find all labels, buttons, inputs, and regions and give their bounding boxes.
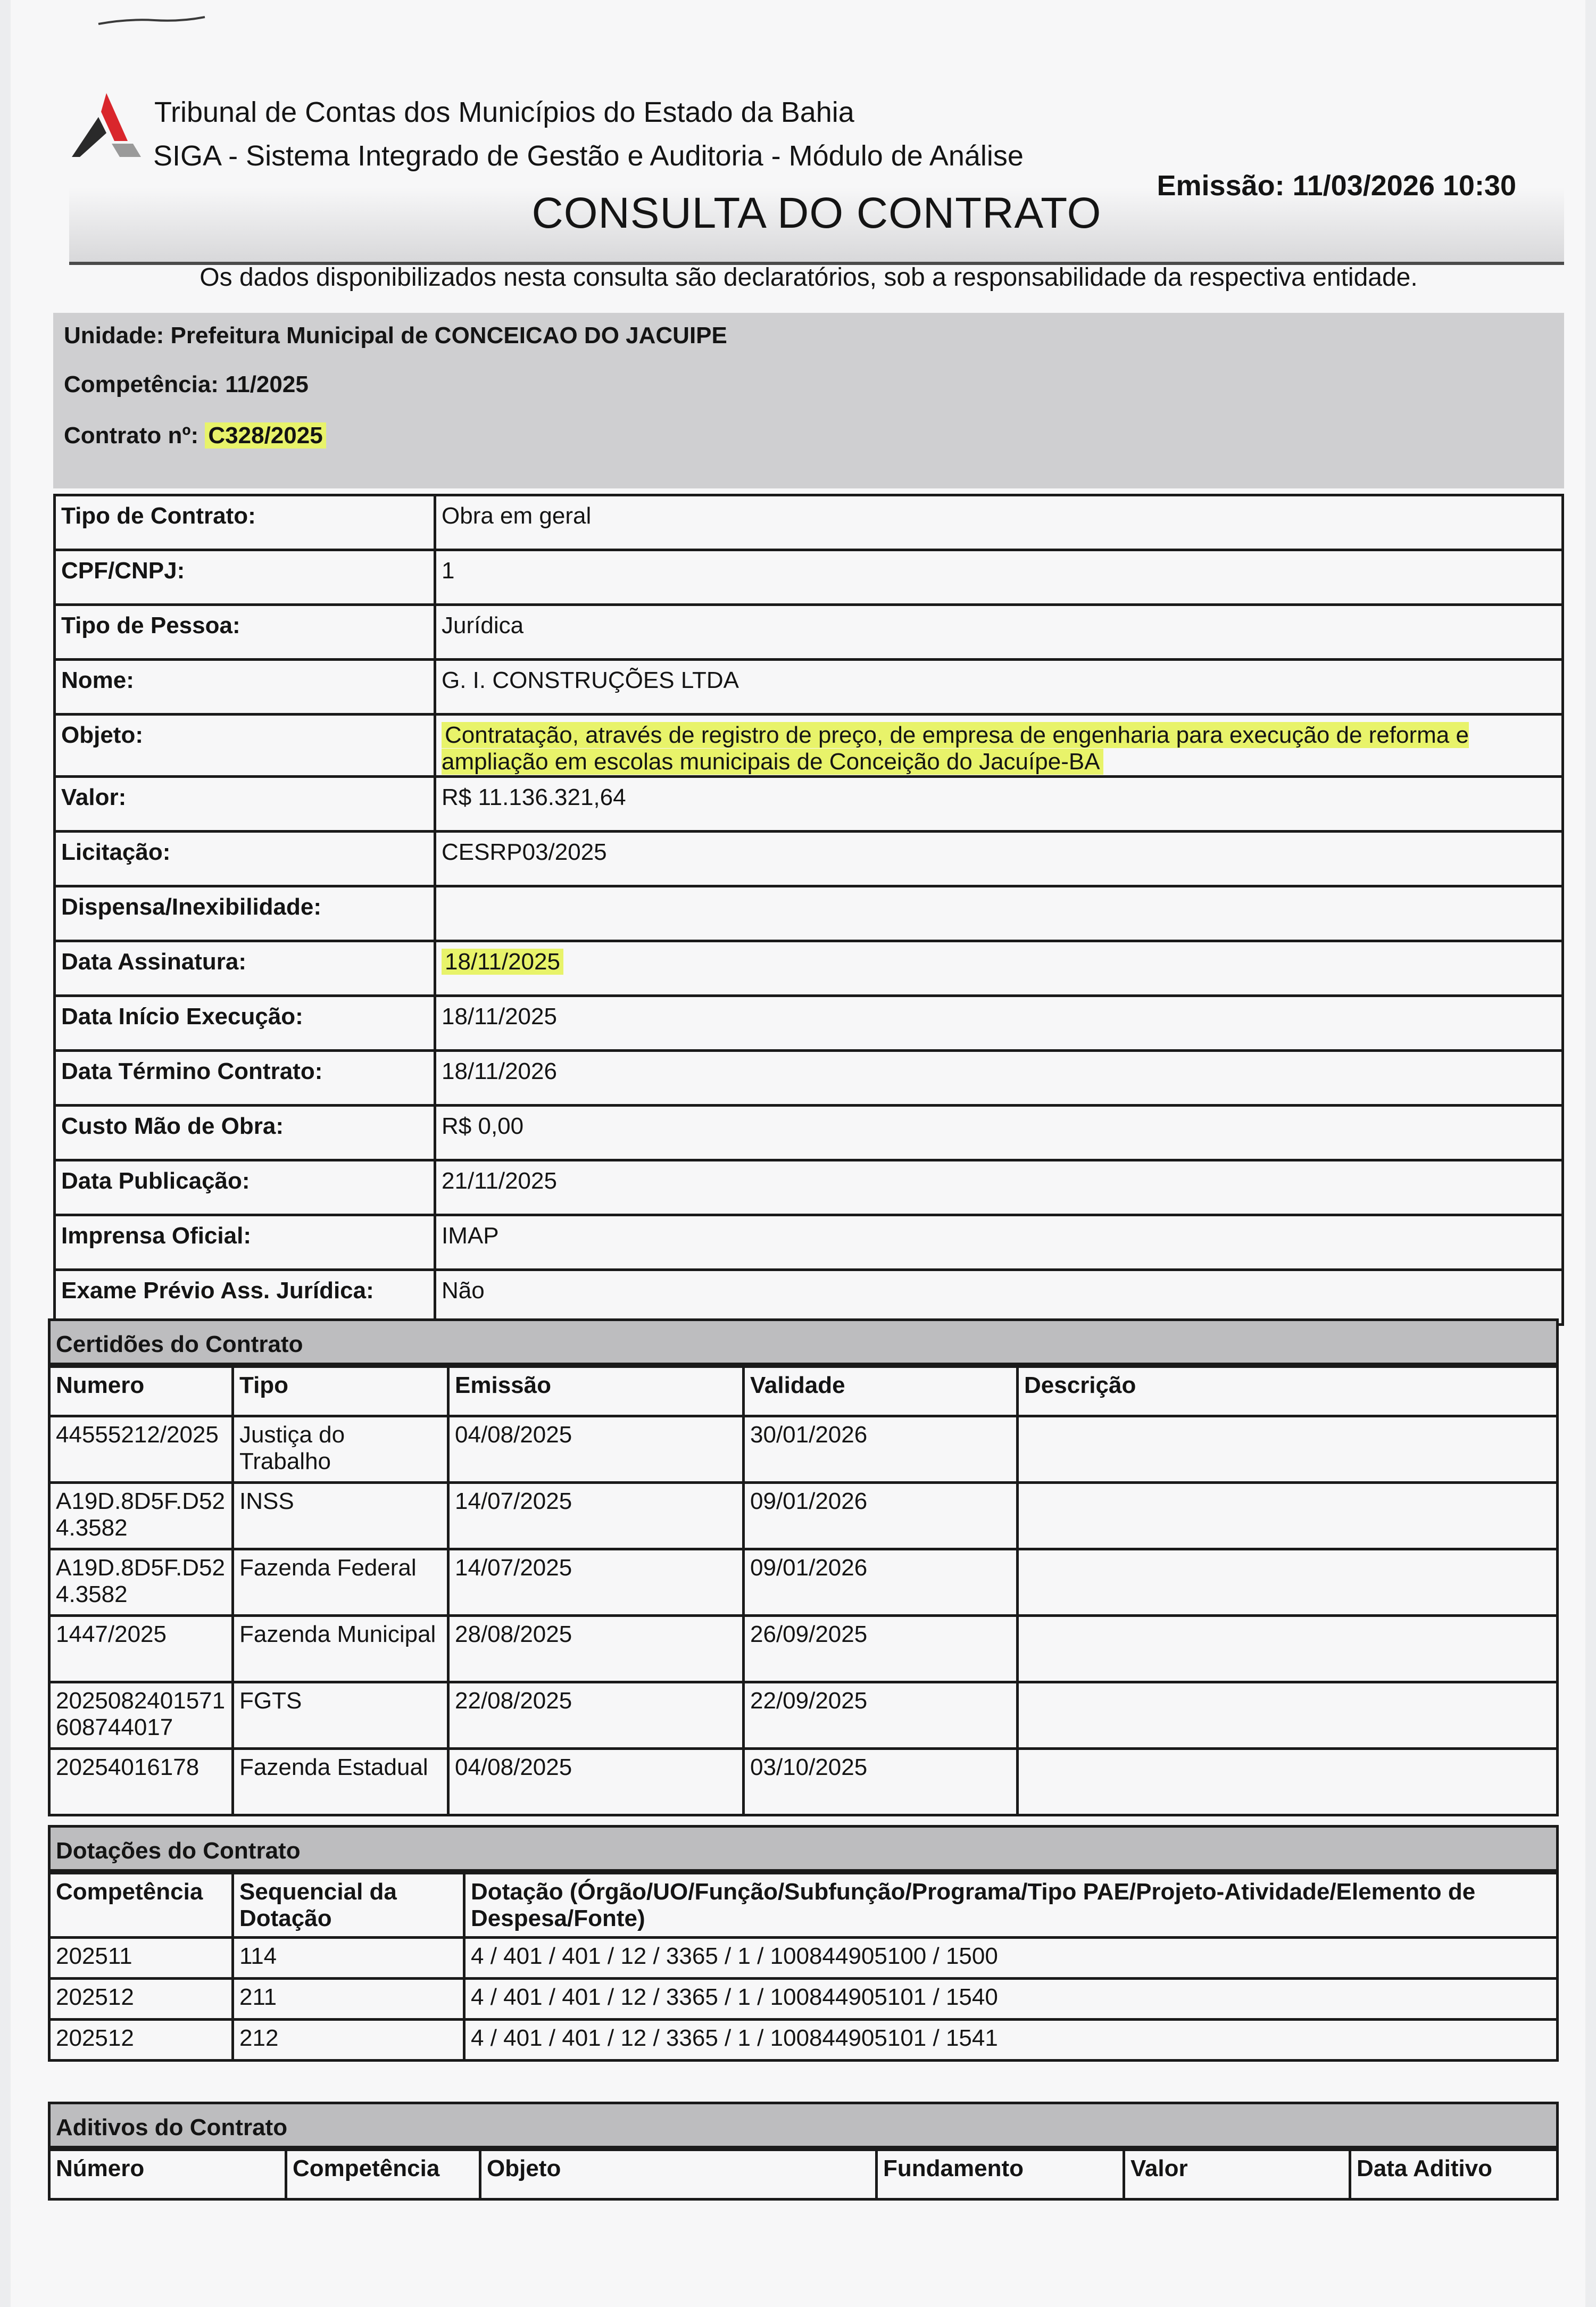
contract-row [55,660,1563,715]
table-cell: 4 / 401 / 401 / 12 / 3365 / 1 / 100844905100 / 1500 [464,1938,1558,1979]
table-cell [1018,1549,1558,1616]
table-cell: 04/08/2025 [448,1416,744,1483]
contract-row [55,605,1563,660]
table-cell [1018,1616,1558,1682]
field-value-cell [435,660,1563,715]
org-name: Tribunal de Contas dos Municípios do Estado da Bahia [154,96,854,128]
contract-row [55,715,1563,777]
column-header: Numero [49,1367,233,1416]
field-label: Data Assinatura: [55,941,435,996]
table-cell: 14/07/2025 [448,1549,744,1616]
table-cell: 09/01/2026 [744,1483,1018,1549]
certidoes-title: Certidões do Contrato [48,1318,1559,1365]
field-label: Tipo de Pessoa: [55,605,435,660]
table-row [49,1979,1558,2020]
field-label: Data Publicação: [55,1160,435,1215]
table-row [49,2020,1558,2061]
table-cell: 22/08/2025 [448,1682,744,1749]
table-cell: A19D.8D5F.D52 4.3582 [49,1549,233,1616]
aditivos-title: Aditivos do Contrato [48,2102,1559,2148]
column-header: Fundamento [877,2150,1124,2200]
dotacoes-title: Dotações do Contrato [48,1825,1559,1872]
field-value: Não [442,1277,485,1304]
unit-label: Unidade: [64,322,164,348]
column-header: Emissão [448,1367,744,1416]
contract-row [55,1160,1563,1215]
table-cell: FGTS [233,1682,448,1749]
table-cell: 03/10/2025 [744,1749,1018,1815]
table-row [49,1416,1558,1483]
competence-row [64,371,309,398]
contract-row [55,832,1563,886]
field-label: Imprensa Oficial: [55,1215,435,1270]
page-title: CONSULTA DO CONTRATO [531,189,1102,237]
table-cell: 2025082401571 608744017 [49,1682,233,1749]
column-header: Objeto [480,2150,877,2200]
field-value-cell [435,777,1563,832]
field-value: G. I. CONSTRUÇÕES LTDA [442,667,739,693]
field-value: 18/11/2025 [442,1003,557,1030]
table-row [49,1483,1558,1549]
header-row [49,1367,1558,1416]
column-header: Descrição [1018,1367,1558,1416]
table-row [49,1549,1558,1616]
field-value-cell [435,550,1563,605]
field-value-cell [435,1051,1563,1106]
column-header: Validade [744,1367,1018,1416]
field-value-cell [435,605,1563,660]
table-cell: 202511 [49,1938,233,1979]
document-page [11,0,1585,2307]
field-value-cell [435,715,1563,777]
field-value-cell [435,832,1563,886]
field-label: Exame Prévio Ass. Jurídica: [55,1270,435,1325]
table-cell: 26/09/2025 [744,1616,1018,1682]
field-value: Jurídica [442,612,524,638]
aditivos-section [48,2102,1559,2201]
field-value-cell [435,886,1563,941]
field-value-cell [435,996,1563,1051]
field-value: R$ 11.136.321,64 [442,784,626,810]
emission-value: 11/03/2026 10:30 [1292,170,1516,202]
unit-value: Prefeitura Municipal de CONCEICAO DO JACUIPE [170,322,727,348]
table-cell: 44555212/2025 [49,1416,233,1483]
column-header: Número [49,2150,286,2200]
field-value: 18/11/2025 [442,949,563,975]
table-cell [1018,1749,1558,1815]
field-value: Contratação, através de registro de preço, de empresa de engenharia para execução de reforma e ampliação em escolas municipais de Conceição do Jacuípe-BA [442,722,1469,775]
field-value: 1 [442,558,455,584]
unit-info-box [53,313,1564,488]
table-cell: Justiça do Trabalho [233,1416,448,1483]
table-row [49,1938,1558,1979]
field-value-cell [435,1160,1563,1215]
table-cell [1018,1483,1558,1549]
aditivos-table [48,2148,1559,2201]
contract-row [55,941,1563,996]
contract-row [55,550,1563,605]
field-label: CPF/CNPJ: [55,550,435,605]
competence-value: 11/2025 [225,371,309,397]
contract-row [55,1215,1563,1270]
table-cell: 28/08/2025 [448,1616,744,1682]
table-row [49,1616,1558,1682]
table-cell: 212 [233,2020,464,2061]
table-cell: Fazenda Estadual [233,1749,448,1815]
field-label: Custo Mão de Obra: [55,1106,435,1160]
table-cell: Fazenda Municipal [233,1616,448,1682]
field-value-cell [435,495,1563,550]
disclaimer: Os dados disponibilizados nesta consulta são declaratórios, sob a responsabilidade da respectiva entidade. [200,263,1418,292]
field-label: Data Término Contrato: [55,1051,435,1106]
table-cell: 4 / 401 / 401 / 12 / 3365 / 1 / 100844905101 / 1541 [464,2020,1558,2061]
unit-row [64,322,727,349]
field-label: Tipo de Contrato: [55,495,435,550]
field-label: Licitação: [55,832,435,886]
field-value: 18/11/2026 [442,1058,557,1084]
field-value: Obra em geral [442,503,592,529]
table-cell: 22/09/2025 [744,1682,1018,1749]
field-value-cell [435,1215,1563,1270]
table-cell: 202512 [49,1979,233,2020]
field-label: Valor: [55,777,435,832]
table-cell: 211 [233,1979,464,2020]
field-label: Nome: [55,660,435,715]
column-header: Data Aditivo [1350,2150,1558,2200]
table-cell: 14/07/2025 [448,1483,744,1549]
table-cell: INSS [233,1483,448,1549]
field-value: R$ 0,00 [442,1113,524,1139]
contract-row [55,886,1563,941]
table-cell: 04/08/2025 [448,1749,744,1815]
table-cell: 114 [233,1938,464,1979]
table-cell: Fazenda Federal [233,1549,448,1616]
table-cell: 30/01/2026 [744,1416,1018,1483]
competence-label: Competência: [64,371,219,397]
contract-row [55,996,1563,1051]
field-value-cell [435,1106,1563,1160]
contract-number-row [64,422,326,449]
column-header: Valor [1124,2150,1350,2200]
field-label: Dispensa/Inexibilidade: [55,886,435,941]
contract-row [55,1051,1563,1106]
emission-label: Emissão: [1157,170,1285,202]
column-header: Competência [49,1873,233,1938]
table-cell [1018,1416,1558,1483]
dotacoes-table [48,1872,1559,2062]
contract-number-label: Contrato nº: [64,422,199,449]
field-value: CESRP03/2025 [442,839,607,865]
table-cell: 1447/2025 [49,1616,233,1682]
dotacoes-section [48,1825,1559,2062]
field-label: Data Início Execução: [55,996,435,1051]
contract-details-table [53,494,1564,1326]
contract-row [55,1270,1563,1325]
table-row [49,1682,1558,1749]
column-header: Competência [286,2150,480,2200]
contract-row [55,777,1563,832]
table-cell: A19D.8D5F.D52 4.3582 [49,1483,233,1549]
column-header: Tipo [233,1367,448,1416]
field-value: 21/11/2025 [442,1168,557,1194]
contract-row [55,1106,1563,1160]
pen-mark [96,11,207,32]
tcm-logo-icon [69,90,144,165]
column-header: Sequencial da Dotação [233,1873,464,1938]
header-row [49,2150,1558,2200]
table-cell: 202512 [49,2020,233,2061]
field-value-cell [435,1270,1563,1325]
header-row [49,1873,1558,1938]
system-name: SIGA - Sistema Integrado de Gestão e Auditoria - Módulo de Análise [153,140,1024,172]
table-cell [1018,1682,1558,1749]
field-value-cell [435,941,1563,996]
table-cell: 4 / 401 / 401 / 12 / 3365 / 1 / 100844905101 / 1540 [464,1979,1558,2020]
column-header: Dotação (Órgão/UO/Função/Subfunção/Programa/Tipo PAE/Projeto-Atividade/Elemento de Despesa/Fonte) [464,1873,1558,1938]
table-cell: 20254016178 [49,1749,233,1815]
contract-number-value: C328/2025 [205,422,326,449]
contract-row [55,495,1563,550]
table-cell: 09/01/2026 [744,1549,1018,1616]
field-value: IMAP [442,1223,499,1249]
field-label: Objeto: [55,715,435,777]
table-row [49,1749,1558,1815]
emission-date [1157,169,1516,202]
certidoes-section [48,1318,1559,1816]
certidoes-table [48,1365,1559,1816]
